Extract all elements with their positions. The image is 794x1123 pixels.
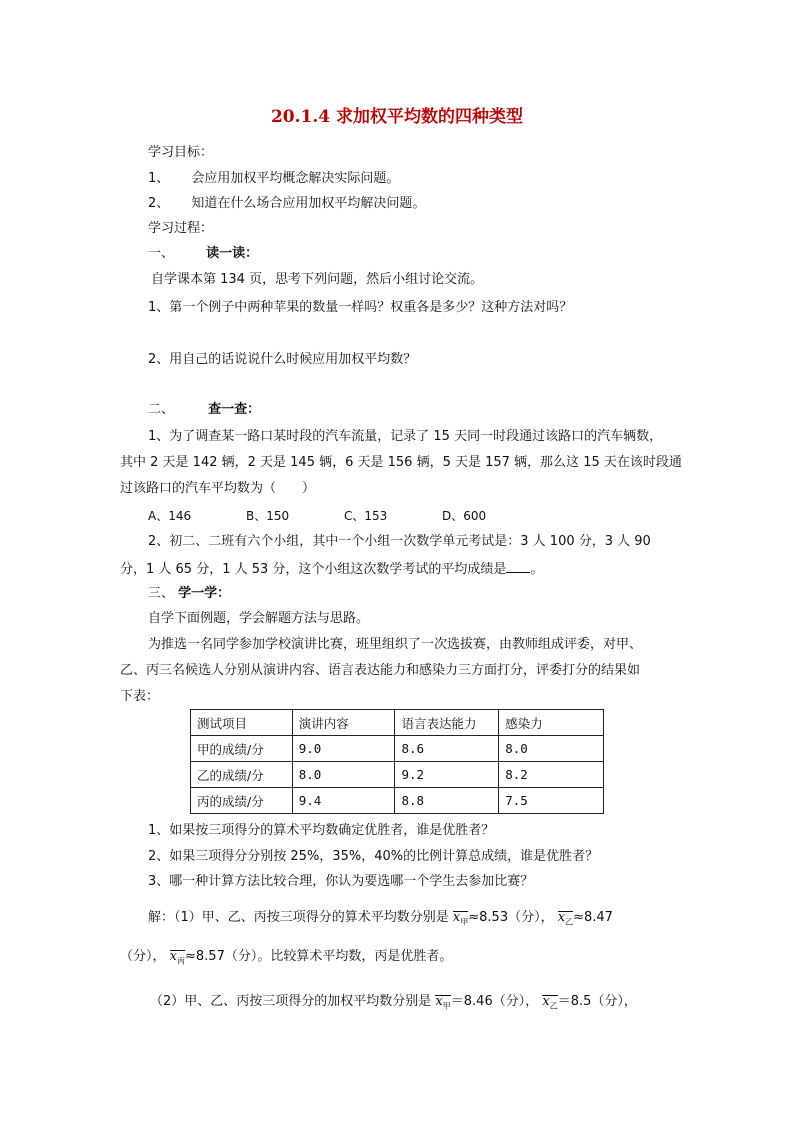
table-header-cell: 感染力 [499,710,604,736]
goal-item-2-text: 知道在什么场合应用加权平均解决问题。 [191,196,426,211]
section-2-p1-line-1: 1、为了调查某一路口某时段的汽车流量，记录了 15 天同一时段通过该路口的汽车辆数， [148,429,663,444]
table-cell: 9.4 [292,788,395,814]
goal-item-1-text: 会应用加权平均概念解决实际问题。 [191,171,400,186]
section-3-para-line-2: 乙、丙三名候选人分别从演讲内容、语言表达能力和感染力三方面打分，评委打分的结果如 [120,663,641,678]
goal-item-1 [148,171,399,187]
table-row [191,762,604,788]
option-c: C、153 [344,509,388,523]
table-cell: 乙的成绩/分 [191,762,293,788]
section-1-intro: 自学课本第 134 页，思考下列问题，然后小组讨论交流。 [151,272,484,287]
question-2: 2、如果三项得分分别按 25%，35%，40%的比例计算总成绩，谁是优胜者？ [148,849,599,864]
question-1: 1、如果按三项得分的算术平均数确定优胜者，谁是优胜者？ [148,823,495,838]
mean-symbol-sub: 乙 [549,1001,558,1011]
section-1-heading [148,246,258,262]
table-header-cell: 测试项目 [191,710,293,736]
score-table [190,709,604,814]
table-cell: 9.2 [395,762,499,788]
table-header-row [191,710,604,736]
section-2-number: 二、 [148,402,175,417]
option-b: B、150 [246,509,290,523]
section-2-heading [148,402,260,418]
section-3-title: 学一学： [178,586,231,601]
table-cell: 8.0 [292,762,395,788]
section-1-question-2: 2、用自己的话说说什么时候应用加权平均数？ [148,352,417,367]
solution-1-line-1 [148,910,613,931]
goal-item-2-number: 2、 [148,196,170,211]
mean-yi-symbol [558,910,573,931]
table-cell: 甲的成绩/分 [191,736,293,762]
solution-1-unit: （分）， [120,949,166,964]
mean-symbol-sub: 丙 [177,956,185,966]
section-2-p2-line-1: 2、初二、二班有六个小组，其中一个小组一次数学单元考试是：3 人 100 分，3 人 90 [148,534,651,549]
table-header-cell: 语言表达能力 [395,710,499,736]
solution-2-line-1 [150,994,637,1015]
section-2-p2-line-2 [120,560,543,578]
mean-jia-value: ≈8.53（分）， [468,910,554,925]
table-cell: 8.8 [395,788,499,814]
answer-options [148,508,486,524]
table-cell: 8.2 [499,762,604,788]
section-3-number: 三、 [148,586,175,601]
mean-jia-symbol [453,910,468,931]
question-3: 3、哪一种计算方法比较合理，你认为要选哪一个学生去参加比赛？ [148,874,534,889]
section-1-question-1: 1、第一个例子中两种苹果的数量一样吗？权重各是多少？这种方法对吗？ [148,300,573,315]
mean-bing-value: ≈8.57（分）。比较算术平均数，丙是优胜者。 [185,949,453,964]
table-cell: 丙的成绩/分 [191,788,293,814]
mean-symbol-x: x [169,949,177,964]
goal-item-1-number: 1、 [148,171,170,186]
weighted-jia-symbol [435,994,450,1015]
mean-symbol-sub: 甲 [460,917,469,927]
mean-symbol-sub: 甲 [442,1001,451,1011]
mean-bing-symbol [170,949,185,970]
table-header-cell: 演讲内容 [292,710,395,736]
mean-symbol-x: x [557,910,566,925]
goals-heading: 学习目标： [148,145,214,160]
mean-symbol-sub: 乙 [565,917,574,927]
section-3-para-line-3: 下表： [120,689,160,704]
section-2-p2-text: 分，1 人 65 分，1 人 53 分，这个小组这次数学考试的平均成绩是 [120,562,507,577]
section-2-p2-end: 。 [530,562,544,577]
mean-symbol-x: x [542,994,550,1009]
section-3-heading [148,586,230,602]
page-title: 20.1.4 求加权平均数的四种类型 [270,107,524,127]
section-3-intro: 自学下面例题，学会解题方法与思路。 [148,611,370,626]
answer-blank [506,560,530,573]
table-cell: 9.0 [292,736,395,762]
mean-symbol-x: x [435,994,443,1009]
table-cell: 8.0 [499,736,604,762]
solution-2-text: （2）甲、乙、丙按三项得分的加权平均数分别是 [150,994,432,1009]
section-2-title: 查一查： [208,402,261,417]
weighted-yi-value: ＝8.5（分）， [557,994,637,1009]
mean-yi-value: ≈8.47 [573,910,613,925]
solution-1-text: 解：（1）甲、乙、丙按三项得分的算术平均数分别是 [148,910,449,925]
weighted-yi-symbol [542,994,557,1015]
solution-1-line-2 [120,949,452,970]
table-cell: 7.5 [499,788,604,814]
table-row [191,788,604,814]
table-cell: 8.6 [395,736,499,762]
option-d: D、600 [442,509,487,523]
mean-symbol-x: x [452,910,461,925]
table-row [191,736,604,762]
section-1-number: 一、 [148,246,175,261]
section-2-p1-line-3: 过该路口的汽车平均数为（ ） [120,481,316,496]
option-a: A、146 [148,509,192,523]
weighted-jia-value: ＝8.46（分）， [450,994,539,1009]
process-heading: 学习过程： [148,221,214,236]
goal-item-2 [148,196,425,212]
section-2-p1-line-2: 其中 2 天是 142 辆，2 天是 145 辆，6 天是 156 辆，5 天是 157 辆，那么这 15 天在该时段通 [120,455,682,470]
section-3-para-line-1: 为推选一名同学参加学校演讲比赛，班里组织了一次选拔赛，由教师组成评委，对甲、 [148,637,643,652]
section-1-title: 读一读： [206,246,259,261]
